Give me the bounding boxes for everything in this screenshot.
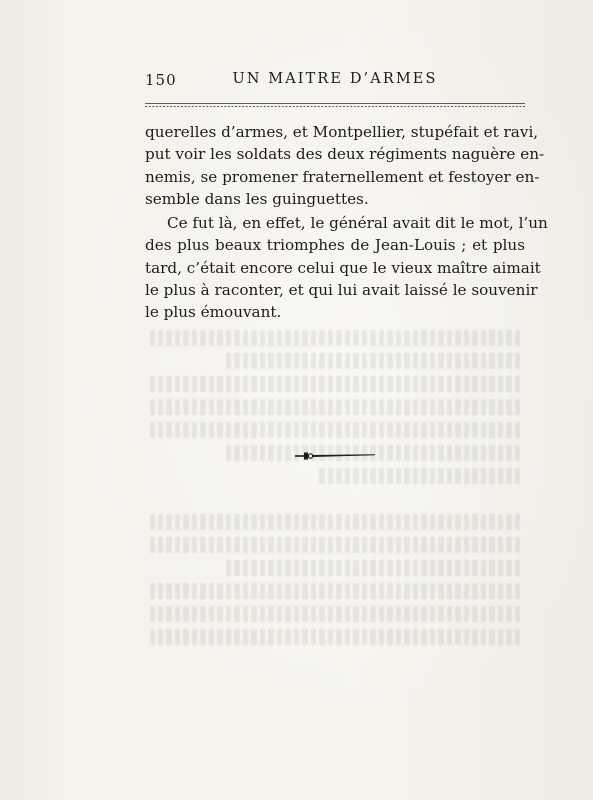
sword-ornament-icon: [294, 450, 376, 460]
paragraph-2: [145, 212, 548, 323]
text-line: tard, c’était encore celui que le vieux maître aimait: [145, 258, 541, 277]
page-number: 150: [145, 71, 177, 89]
show-through-text: [150, 330, 520, 660]
text-line: semble dans les guinguettes.: [145, 189, 369, 208]
text-line: nemis, se promener fraternellement et festoyer en-: [145, 167, 540, 186]
running-head: UN MAITRE D’ARMES: [232, 71, 438, 87]
header-rule: [145, 102, 525, 108]
text-line: le plus émouvant.: [145, 303, 282, 322]
text-line: Ce fut là, en effet, le général avait dit le mot, l’un: [167, 214, 548, 233]
text-line: des plus beaux triomphes de Jean-Louis ; et plus: [145, 236, 525, 255]
paragraph-1: [145, 121, 545, 210]
text-line: querelles d’armes, et Montpellier, stupéfait et ravi,: [145, 123, 539, 141]
text-line: put voir les soldats des deux régiments naguère en-: [145, 145, 545, 164]
text-line: le plus à raconter, et qui lui avait laissé le souvenir: [145, 281, 538, 300]
body-text: [145, 121, 548, 324]
page-header: [145, 71, 525, 91]
